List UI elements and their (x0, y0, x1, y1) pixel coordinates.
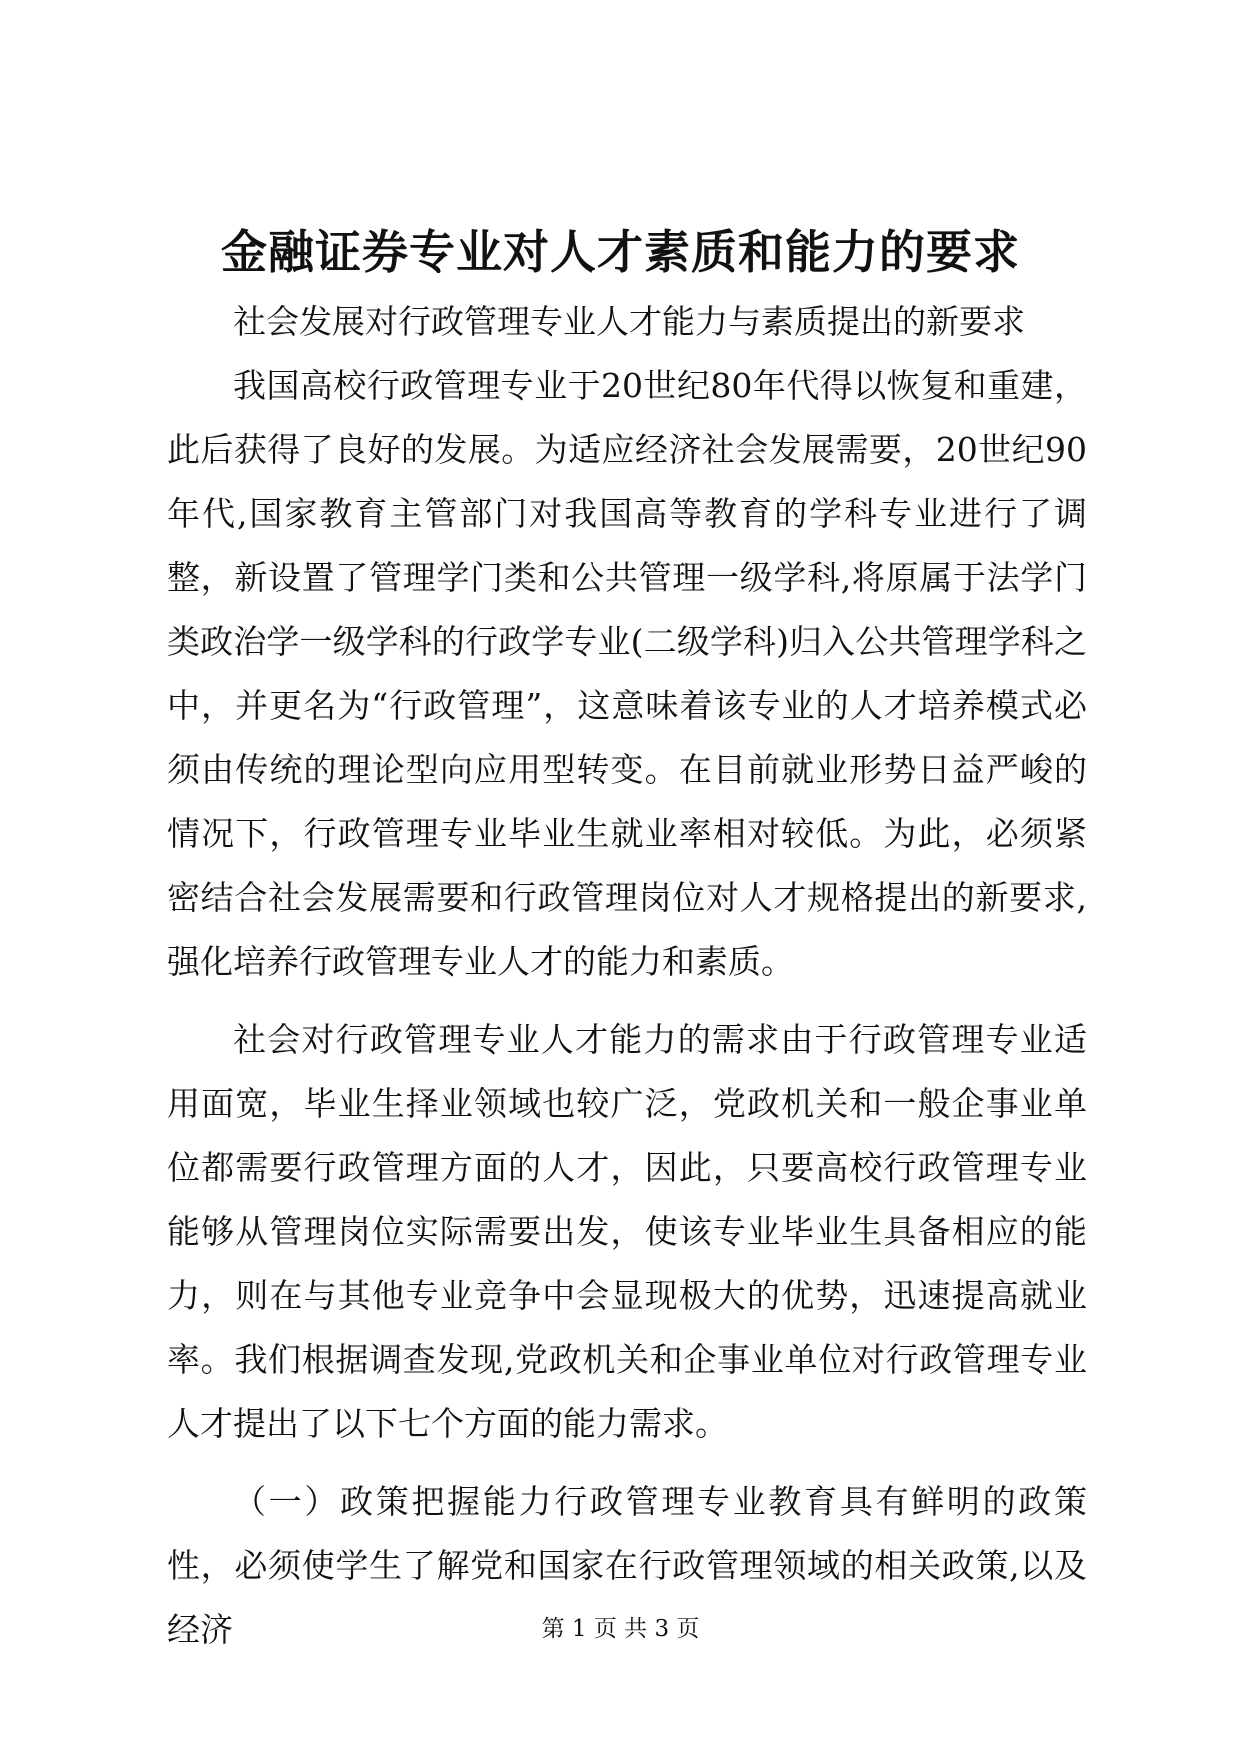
paragraph-1: 我国高校行政管理专业于20世纪80年代得以恢复和重建，此后获得了良好的发展。为适应经济社会发展需要，20世纪90年代,国家教育主管部门对我国高等教育的学科专业进行了调整，新设置了管理学门类和公共管理一级学科,将原属于法学门类政治学一级学科的行政学专业(二级学科)归入公共管理学科之中，并更名为“行政管理”，这意味着该专业的人才培养模式必须由传统的理论型向应用型转变。在目前就业形势日益严峻的情况下，行政管理专业毕业生就业率相对较低。为此，必须紧密结合社会发展需要和行政管理岗位对人才规格提出的新要求,强化培养行政管理专业人才的能力和素质。 (167, 366, 1087, 981)
document-body (167, 290, 1087, 1662)
paragraph-subtitle: 社会发展对行政管理专业人才能力与素质提出的新要求 (233, 302, 1025, 341)
document-title: 金融证券专业对人才素质和能力的要求 (221, 225, 1020, 279)
paragraph-3: （一）政策把握能力行政管理专业教育具有鲜明的政策性，必须使学生了解党和国家在行政管理领域的相关政策,以及经济 (167, 1482, 1087, 1649)
paragraph-2: 社会对行政管理专业人才能力的需求由于行政管理专业适用面宽，毕业生择业领域也较广泛，党政机关和一般企事业单位都需要行政管理方面的人才，因此，只要高校行政管理专业能够从管理岗位实际需要出发，使该专业毕业生具备相应的能力，则在与其他专业竞争中会显现极大的优势，迅速提高就业率。我们根据调查发现,党政机关和企事业单位对行政管理专业人才提出了以下七个方面的能力需求。 (167, 1020, 1087, 1443)
page-footer: 第 1 页 共 3 页 (541, 1616, 700, 1642)
